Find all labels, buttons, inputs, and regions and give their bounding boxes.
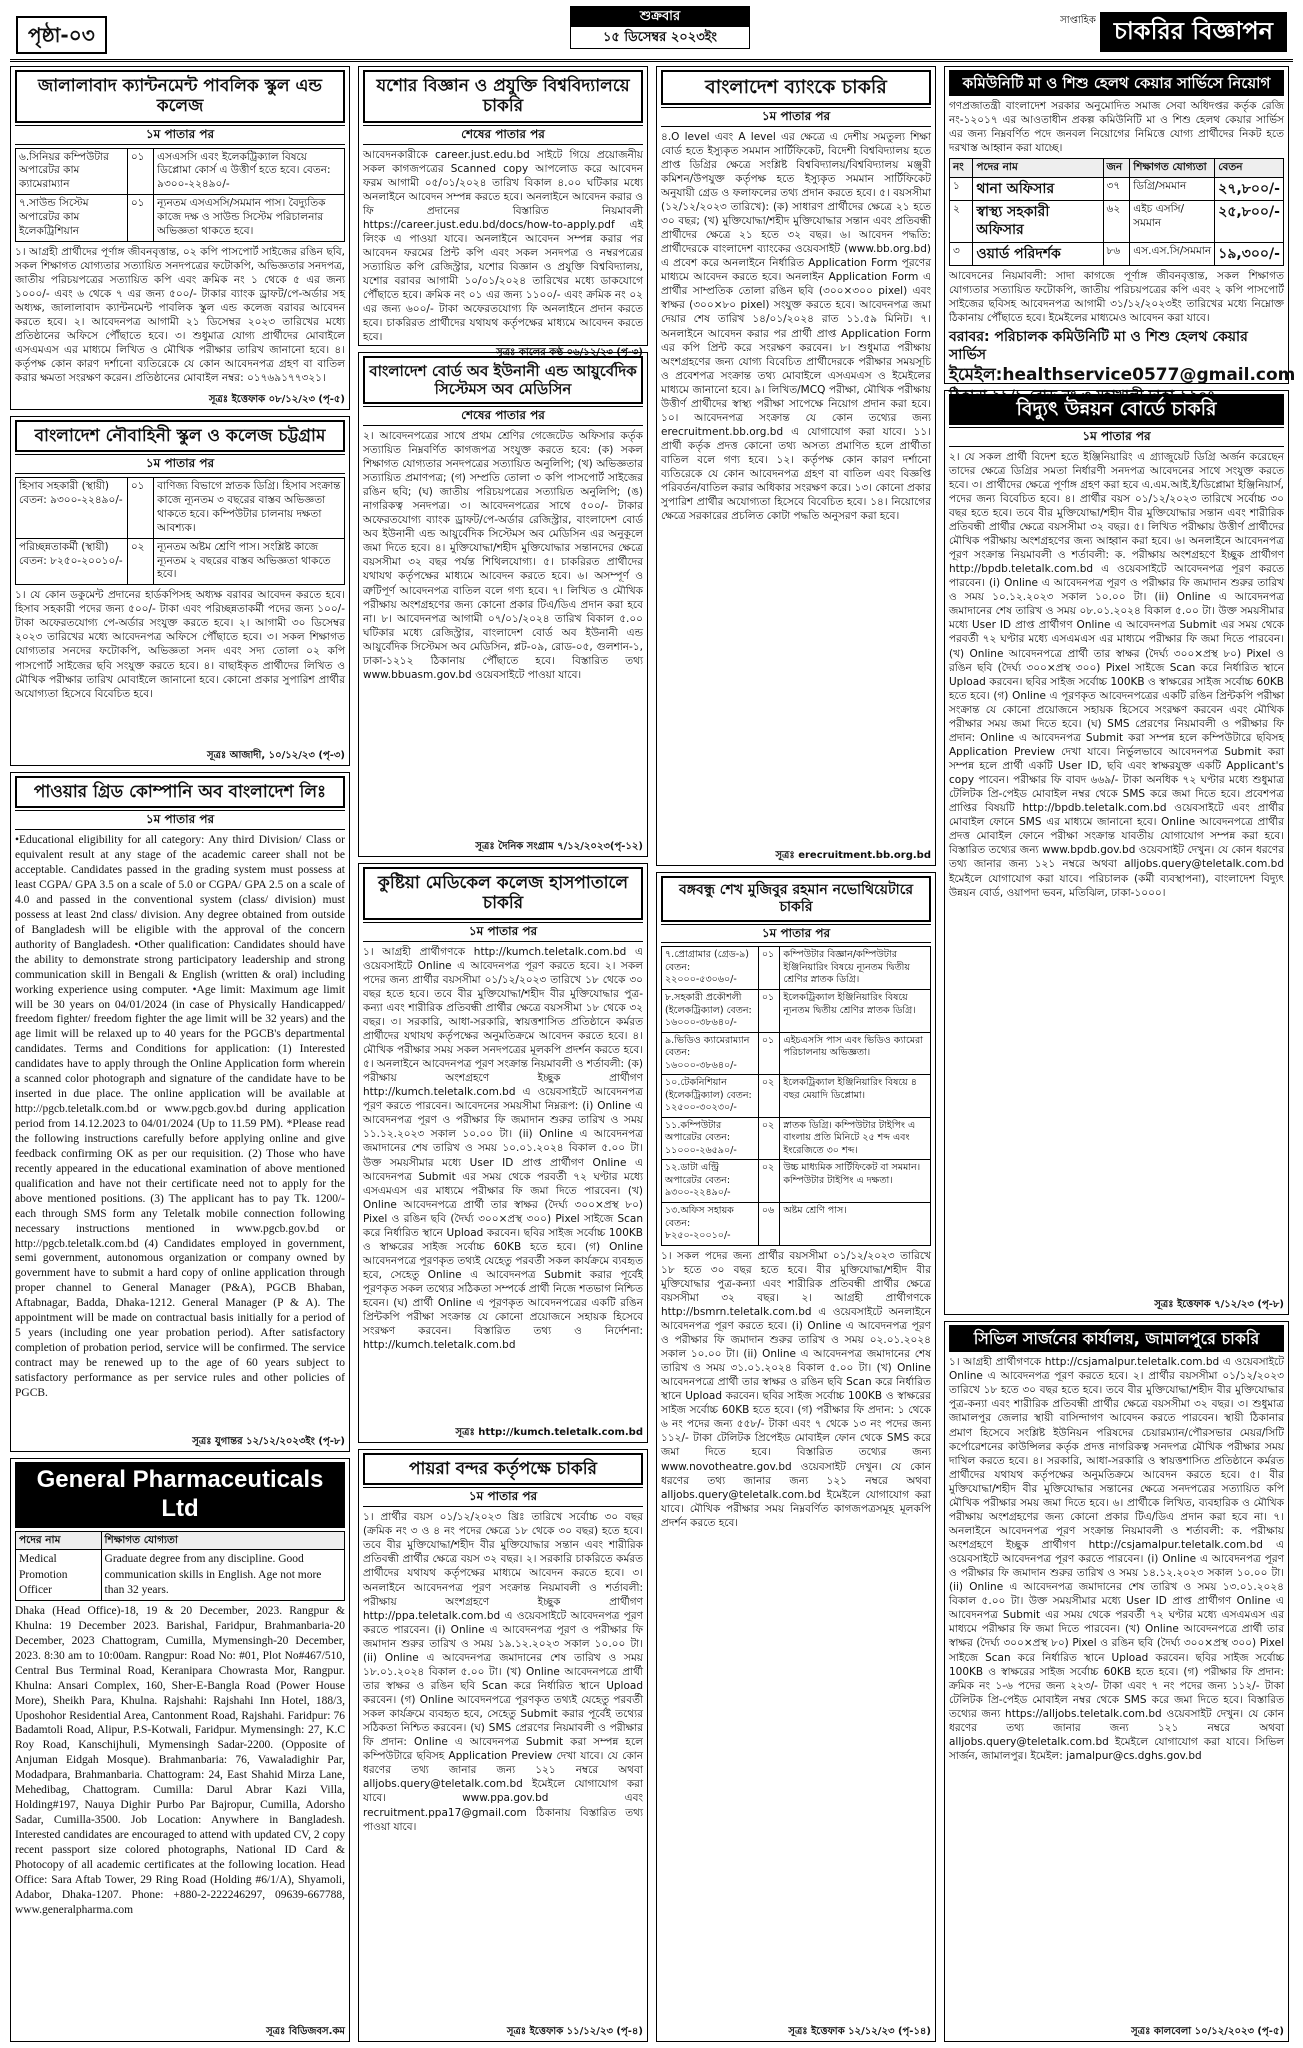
table-row	[662, 1075, 931, 1118]
ad-civil-surgeon-jamalpur	[944, 1321, 1289, 2042]
no-cell: ২	[950, 201, 973, 242]
ad-body: আবেদনকারীকে career.just.edu.bd সাইটে গিয়ে প্রয়োজনীয় সকল কাগজপত্রের Scanned copy আপলোড করে আবেদন ফরম আগামী ০৫/০১/২০২৪ তারিখ বিকাল ৪.০০ ঘটিকার মধ্যে অনলাইনে আবেদন সম্পন্ন করতে হবে। অনলাইনে আবেদন করার ও ফি প্রদানের বিস্তারিত নিয়মাবলী https://career.just.edu.bd/docs/how-to-apply.pdf এই লিংক এ পাওয়া যাবে। অনলাইনে আবেদন সম্পন্ন করার পর আবেদন ফরমের প্রিন্ট কপি এবং সকল সনদপত্র ও নম্বরপত্রের সত্যায়িত কপি রেজিস্ট্রার, যশোর বিজ্ঞান ও প্রযুক্তি বিশ্ববিদ্যালয়, যশোর বরাবর আগামী ১০/০১/২০২৪ তারিখের মধ্যে ডাকযোগে পৌঁছাতে হবে। ক্রমিক নং ০১ এর জন্য ১১০০/- এবং ক্রমিক নং ০২ এর জন্য ৬০০/- টাকা অফেরতযোগ্য ফি অনলাইনে প্রদান করতে হবে। চাকরিরত প্রার্থীদের যথাযথ কর্তৃপক্ষের মাধ্যমে আবেদন করতে হবে।	[363, 148, 643, 344]
table-row	[662, 990, 931, 1033]
ad-source: সূত্রঃ ইত্তেফাক ১১/১২/২৩ (পৃ-৪)	[506, 2025, 643, 2037]
post-cell: Medical Promotion Officer	[16, 1550, 102, 1601]
issue-date: ১৫ ডিসেম্বর ২০২৩ইং	[603, 30, 717, 46]
post-cell: ১৩.অফিস সহায়ক বেতন: ৮২৫০-২০০১০/-	[662, 1202, 759, 1245]
ad-community-health	[944, 66, 1296, 386]
continued-label: ১ম পাতার পর	[363, 1487, 643, 1507]
ad-source: সূত্রঃ ইত্তেফাক ৭/১২/২৩ (পৃ-৮)	[1154, 1298, 1284, 1310]
pay-cell: ২৫,৮০০/-	[1215, 201, 1284, 242]
post-cell: ১২.ডাটা এন্ট্রি অপারেটর বেতন: ৯৩০০-২২৪৯০/-	[662, 1160, 759, 1203]
ad-title: General Pharmaceuticals Ltd	[15, 1462, 345, 1528]
page-number: পৃষ্ঠা-০৩	[16, 16, 107, 54]
req-cell: কম্পিউটার বিজ্ঞান/কম্পিউটার ইঞ্জিনিয়ারিং বিষয়ে ন্যূনতম দ্বিতীয় শ্রেণির স্নাতক ডিগ্রি।	[780, 947, 931, 990]
req-cell: ন্যূনতম অষ্টম শ্রেণি পাস। সংশ্লিষ্ট কাজে ন্যূনতম ২ বছরের বাস্তব অভিজ্ঞতা থাকতে হবে।	[154, 538, 345, 585]
vacancy-table	[949, 158, 1284, 266]
ad-body: ১। সকল পদের জন্য প্রার্থীর বয়সসীমা ০১/১২/২০২৩ তারিখে ১৮ হতে ৩০ বছর হতে হবে। বীর মুক্তিযোদ্ধা/শহীদ বীর মুক্তিযোদ্ধার পুত্র-কন্যা এবং শারীরিক প্রতিবন্ধী প্রার্থীর ক্ষেত্রে বয়সসীমা ৩২ বছর। ২। আগ্রহী প্রার্থীগণকে http://bsmrn.teletalk.com.bd এ ওয়েবসাইটে অনলাইনে আবেদনপত্র পূরণ করতে হবে। (i) Online এ আবেদনপত্র পূরণ ও পরীক্ষার ফি জমাদান শুরুর তারিখ ও সময় ০২.০১.২০২৪ সকাল ১০.০০ টা। (ii) Online এ আবেদনপত্র জমাদানের শেষ তারিখ ও সময় ৩১.০১.২০২৪ বিকাল ৫.০০ টা। (খ) Online আবেদনপত্রে প্রার্থী তার স্বাক্ষর ও রঙিন ছবি Scan করে নির্ধারিত স্থানে Upload করবেন। ছবির সাইজ সর্বোচ্চ 100KB ও স্বাক্ষরের সাইজ সর্বোচ্চ 60KB হতে হবে। (গ) পরীক্ষার ফি প্রদান: ১ থেকে ৬ নং পদের জন্য ৫৫৮/- টাকা এবং ৭ থেকে ১৩ নং পদের জন্য ১১২/- টাকা টেলিটক প্রিপেইড মোবাইল ফোন থেকে SMS করে জমা দিতে হবে। বিস্তারিত তথ্যের জন্য www.novotheatre.gov.bd ওয়েবসাইট দেখুন। যে কোন ধরণের তথ্য জানার জন্য ১২১ নম্বরে অথবা alljobs.query@teletalk.com.bd ইমেইলে যোগাযোগ করা যাবে। মৌখিক পরীক্ষার সময় নিম্নবর্ণিত কাগজপত্রসমূহ মূলকপি প্রদর্শন করতে হবে।	[661, 1249, 931, 1529]
table-row	[16, 1550, 345, 1601]
continued-label: ১ম পাতার পর	[661, 924, 931, 944]
column-4	[944, 66, 1296, 2042]
ad-source: সূত্রঃ http://kumch.teletalk.com.bd	[455, 1426, 643, 1438]
ad-general-pharma	[10, 1458, 350, 2042]
req-cell: এইচ এসসি/সমমান	[1130, 201, 1215, 242]
ad-source: সূত্রঃ ইত্তেফাক ০৮/১২/২৩ (পৃ-৫)	[208, 393, 345, 405]
ad-title: বাংলাদেশ ব্যাংকে চাকরি	[661, 70, 931, 105]
post-cell: ৭.সাউন্ড সিস্টেম অপারেটর কাম ইলেকট্রিশিয়ান	[16, 195, 128, 242]
ad-body: আবেদনের নিয়মাবলী: সাদা কাগজে পূর্ণাঙ্গ জীবনবৃত্তান্ত, সকল শিক্ষাগত যোগ্যতার সত্যায়িত ফটোকপি, জাতীয় পরিচয়পত্রের কপি এবং ২ কপি পাসপোর্ট সাইজের ছবিসহ আবেদনপত্র আগামী ৩১/১২/২০২৩ইং তারিখের মধ্যে নিম্নোক্ত ঠিকানায় পৌঁছাতে হবে। ইমেইলের মাধ্যমেও আবেদন করা যাবে।	[949, 269, 1284, 325]
post-cell: ওয়ার্ড পরিদর্শক	[973, 242, 1103, 265]
req-cell: স্নাতক ডিগ্রি। কম্পিউটার টাইপিং এ বাংলায় প্রতি মিনিটে ২৫ শব্দ এবং ইংরেজিতে ৩০ শব্দ।	[780, 1117, 931, 1160]
qty-cell: ০২	[758, 1160, 780, 1203]
ad-jalalabad-school	[10, 66, 350, 410]
ad-title: বাংলাদেশ নৌবাহিনী স্কুল ও কলেজ চট্টগ্রাম	[15, 420, 345, 452]
qty-cell: ০৬	[758, 1202, 780, 1245]
table-row	[950, 242, 1284, 265]
issue-date-box	[570, 6, 750, 49]
qty-cell: ০১	[127, 195, 153, 242]
ad-body: ১। আগ্রহী প্রার্থীদের পূর্ণাঙ্গ জীবনবৃত্তান্ত, ০২ কপি পাসপোর্ট সাইজের রঙিন ছবি, সকল শিক্ষাগত যোগ্যতার সত্যায়িত সনদপত্রের ফটোকপি, অভিজ্ঞতার সনদপত্র, জাতীয় পরিচয়পত্রের সত্যায়িত কপি এবং ক্রমিক নং ১ থেকে ৫ এর জন্য ১০০০/- এবং ৬ থেকে ৭ এর জন্য ৫০০/- টাকার ব্যাংক ড্রাফট/পে-অর্ডার সহ অধ্যক্ষ, জালালাবাদ ক্যান্টনমেন্ট পাবলিক স্কুল এন্ড কলেজ বরাবর আবেদন করতে হবে। ২। আবেদনপত্র আগামী ২১ ডিসেম্বর ২০২৩ তারিখের মধ্যে প্রতিষ্ঠানের অফিসে পৌঁছাতে হবে। ৩। শুধুমাত্র যোগ্য প্রার্থীদের মোবাইলে এসএমএস এর মাধ্যমে লিখিত ও মৌখিক পরীক্ষার তারিখ জানানো হবে। ৪। কর্তৃপক্ষ কোন কারণ দর্শানো ব্যতিরেকে যে কোন আবেদনপত্র গ্রহণ বা বাতিল করার ক্ষমতা সংরক্ষণ করেন। প্রতিষ্ঠানের মোবাইল নম্বর: ০১৭৬৯১৭৭৩২১।	[15, 245, 345, 385]
ad-body: ২। যে সকল প্রার্থী বিদেশ হতে ইঞ্জিনিয়ারিং এ গ্র্যাজুয়েট ডিগ্রি অর্জন করেছেন তাদের ক্ষেত্রে ডিগ্রির সমতা নির্ধারণী সনদপত্র আবেদনের সাথে সংযুক্ত করতে হবে। ৩। প্রার্থীদের ক্ষেত্রে পূর্ণাঙ্গ গ্রহণ করা হবে এ.এম.আই.ই/ডিপ্লোমা ইঞ্জিনিয়ার্স, পদের জন্য বিবেচিত হবে। ৪। প্রার্থীর বয়স ০১/১২/২০২৩ তারিখে সর্বোচ্চ ৩০ বছর হতে হবে। তবে বীর মুক্তিযোদ্ধা/শহীদ বীর মুক্তিযোদ্ধার সন্তান এবং শারীরিক প্রতিবন্ধী প্রার্থীর ক্ষেত্রে বয়সসীমা ৩২ বছর। ৫। লিখিত পরীক্ষায় উত্তীর্ণ প্রার্থীদের মৌখিক পরীক্ষায় অংশগ্রহণের জন্য আহ্বান করা হবে। ৬। অনলাইনে আবেদনপত্র পূরণ সংক্রান্ত নিয়মাবলী ও শর্তাবলী: ক. পরীক্ষায় অংশগ্রহণে ইচ্ছুক প্রার্থীগণ http://bpdb.teletalk.com.bd এ ওয়েবসাইটে আবেদনপত্র পূরণ করতে পারবেন। (i) Online এ আবেদনপত্র পূরণ ও পরীক্ষার ফি জমাদান শুরুর তারিখ ও সময় ১০.১২.২০২৩ সকাল ১০.০০ টা। (ii) Online এ আবেদনপত্র জমাদানের শেষ তারিখ ও সময় ০৮.০১.২০২৪ বিকাল ৫.০০ টা। উক্ত সময়সীমার মধ্যে User ID প্রাপ্ত প্রার্থীগণ Online এ আবেদনপত্র Submit এর সময় থেকে পরবর্তী ৭২ ঘণ্টার মধ্যে এসএমএস এর মাধ্যমে পরীক্ষার ফি জমা দিতে পারবেন। (খ) Online আবেদনপত্রে প্রার্থী তার স্বাক্ষর (দৈর্ঘ্য ৩০০×প্রস্থ ৮০) Pixel ও রঙিন ছবি (দৈর্ঘ্য ৩০০×প্রস্থ ৩০০) Pixel সাইজে Scan করে নির্ধারিত স্থানে Upload করবেন। ছবির সাইজ সর্বোচ্চ 100KB ও স্বাক্ষরের সাইজ সর্বোচ্চ 60KB হতে হবে। (গ) Online এ পূরণকৃত আবেদনপত্রের একটি রঙিন প্রিন্টকপি পরীক্ষা সংক্রান্ত যে কোনো প্রয়োজনে সহায়ক হিসেবে সংরক্ষণ করবেন এবং মৌখিক পরীক্ষার সময় জমা দিতে হবে। (ঘ) SMS প্রেরণের নিয়মাবলী ও পরীক্ষার ফি প্রদান: Online এ আবেদনপত্র Submit করা সম্পন্ন হলে কম্পিউটারে ছবিসহ Application Preview দেখা যাবে। নির্ভুলভাবে আবেদনপত্র Submit করা সম্পন্ন হলে প্রার্থী একটি User ID, ছবি এবং স্বাক্ষরযুক্ত একটি Applicant's copy পাবেন। পরীক্ষার ফি বাবদ ৬৬৯/- টাকা অনধিক ৭২ ঘণ্টার মধ্যে শুধুমাত্র টেলিটক প্রি-পেইড মোবাইল নম্বর থেকে SMS করে জমা দিতে হবে। প্রবেশপত্র প্রাপ্তির বিষয়টি http://bpdb.teletalk.com.bd ওয়েবসাইটে এবং প্রার্থীর মোবাইল ফোনে SMS এর মাধ্যমে জানানো হবে। Online আবেদনপত্রে প্রার্থীর প্রদত্ত মোবাইল ফোনে পরীক্ষা সংক্রান্ত যাবতীয় যোগাযোগ সম্পন্ন করা হবে। বিস্তারিত তথ্যের জন্য www.bpdb.gov.bd ওয়েবসাইট দেখুন। যে কোন ধরণের তথ্য জানার জন্য ১২১ নম্বরে অথবা alljobs.query@teletalk.com.bd ইমেইলে যোগাযোগ করা যাবে। পরিচালক (কর্মী ব্যবস্থাপনা), বাংলাদেশ বিদ্যুৎ উন্নয়ন বোর্ড, ওয়াপদা ভবন, মতিঝিল, ঢাকা-১০০০।	[949, 450, 1284, 899]
vacancy-table	[15, 477, 345, 585]
ad-body: ৪.O level এবং A level এর ক্ষেত্রে এ দেশীয় সমতুল্য শিক্ষা বোর্ড হতে ইস্যুকৃত সমমান সার্টিফিকেট, বিদেশী বিশ্ববিদ্যালয় হতে প্রাপ্ত ডিগ্রির ক্ষেত্রে সংশ্লিষ্ট বিশ্ববিদ্যালয়/বিশ্ববিদ্যালয় মঞ্জুরী কমিশন/উপযুক্ত কর্তৃপক্ষ হতে ইস্যুকৃত সমমান সার্টিফিকেট অনুযায়ী গ্রেড ও ফলাফলের তথ্য প্রদান করতে হবে। ৫। বয়সসীমা (১২/১২/২০২৩ তারিখে): (ক) সাধারণ প্রার্থীদের ক্ষেত্রে ২১ হতে ৩০ বছর; (খ) মুক্তিযোদ্ধা/শহীদ মুক্তিযোদ্ধার সন্তান এবং প্রতিবন্ধী প্রার্থীদের ক্ষেত্রে ২১ হতে ৩২ বছর। ৬। আবেদন পদ্ধতি: প্রার্থীদেরকে বাংলাদেশ ব্যাংকের ওয়েবসাইট (www.bb.org.bd) এ প্রবেশ করে অনলাইনে নির্ধারিত Application Form পূরণের মাধ্যমে আবেদন করতে হবে। অনলাইন Application Form এ প্রার্থীর সাম্প্রতিক তোলা রঙিন ছবি (৩০০×৩০০ pixel) এবং স্বাক্ষর (৩০০×৮০ pixel) সংযুক্ত করতে হবে। আবেদনপত্র জমা দেয়ার শেষ তারিখ ১৪/০১/২০২৪ রাত ১১.৫৯ মিনিট। ৭। অনলাইনে আবেদন করার পর প্রার্থী প্রাপ্ত Application Form এর কপি প্রিন্ট করে সংরক্ষণ করবেন। ৮। শুধুমাত্র পরীক্ষায় অংশগ্রহণের জন্য যোগ্য বিবেচিত প্রার্থীদেরকে পরীক্ষার সময়সূচি ও প্রবেশপত্র সংক্রান্ত তথ্য মোবাইলে এসএমএস ও ইমেইলের মাধ্যমে জানানো হবে। ৯। লিখিত/MCQ পরীক্ষা, মৌখিক পরীক্ষায় উত্তীর্ণ প্রার্থীদের স্বাস্থ্য পরীক্ষা সাপেক্ষে নিয়োগ প্রদান করা হবে। ১০। আবেদনপত্র সংক্রান্ত যে কোন তথ্যের জন্য erecruitment.bb.org.bd এ যোগাযোগ করা যাবে। ১১। প্রার্থী কর্তৃক প্রদত্ত কোনো তথ্য অসত্য প্রমাণিত হলে প্রার্থীতা বাতিল বলে গণ্য হবে। ১২। কর্তৃপক্ষ কোন কারণ দর্শানো ব্যতিরেকে যে কোন আবেদনপত্র গ্রহণ বা বাতিল এবং বিজ্ঞপ্তি পরিবর্তন/বাতিল করার অধিকার সংরক্ষণ করে। ১৩। কোনো প্রকার সুপারিশ প্রার্থীর অযোগ্যতা হিসেবে বিবেচিত হবে। ১৪। নিয়োগের ক্ষেত্রে সরকারের প্রচলিত কোটা পদ্ধতি অনুসরণ করা হবে।	[661, 130, 931, 523]
post-cell: থানা অফিসার	[973, 178, 1103, 201]
ad-source: সূত্রঃ কালবেলা ১০/১২/২০২৩ (পৃ-৫)	[1131, 2025, 1284, 2037]
qty-cell: ০১	[127, 478, 153, 538]
ad-body: Dhaka (Head Office)-18, 19 & 20 December, 2023. Rangpur & Khulna: 19 December 2023. Barishal, Faridpur, Brahmanbaria-20 December, 2023 Chattogram, Cumilla, Mymensingh-20 December, 2023. 8:30 am to 10:00am. Rangpur: Road No: #01, Plot No#467/510, Central Bus Terminal Road, Keranipara Chowrasta Mor, Rangpur. Khulna: Ansari Complex, 160, Sher-E-Bangla Road (Power House More), Sheikh Para, Khulna. Rajshahi: Rajshahi Inn Hotel, 188/3, Uposhohor Residential Area, Cantonment Road, Rajshahi. Faridpur: 76 Badamtoli Road, Alipur, P.S-Kotwali, Faridpur. Mymensingh: 27, K.C Roy Road, Kanschijhuli, Mymensingh Sadar-2200. (Opposite of Anjuman Eidgah Mosque). Brahmanbaria: 76, Vawaladighir Par, Modadpara, Brahmanbaria. Chattogram: 24, East Shahid Mirza Lane, Mehedibag, Chattogram. Cumilla: Darul Abrar Kazi Villa, Holding#197, Nauya Dighir Purbo Par Bajropur, Cumilla, Adorsho Sadar, Cumilla-3500. Job Location: Anywhere in Bangladesh. Interested candidates are encouraged to attend with updated CV, 2 copy recent passport size colored photographs, National ID Card & Photocopy of all academic certificates at the following location. Head Office: Sara Aftab Tower, 29 Ring Road (Holding #6/1/A), Shyamoli, Adabor, Dhaka-1207. Phone: +880-2-222246297, 09639-667788, www.generalpharma.com	[15, 1604, 345, 1916]
column-3	[656, 66, 936, 2042]
ad-payra-port	[358, 1449, 648, 2042]
req-cell: এইচএসসি পাস এবং ভিডিও ক্যামেরা পরিচালনায় অভিজ্ঞতা।	[780, 1032, 931, 1075]
ad-intro: গণপ্রজাতন্ত্রী বাংলাদেশ সরকার অনুমোদিত সমাজ সেবা অধিদপ্তর কর্তৃক রেজি নং-১২০১৭ এর আওতাধীন প্রকল্প কমিউনিটি মা ও শিশু হেলথ কেয়ার সার্ভিস এর জন্য নিম্নবর্ণিত পদে জনবল নিয়োগের নিমিত্তে যোগ্য প্রার্থীদের নিকট হতে দরখাস্ত আহ্বান করা যাচ্ছে।	[949, 100, 1284, 155]
column-header: বেতন	[1215, 159, 1284, 178]
ad-bpdb	[944, 390, 1289, 1315]
req-cell: ইলেকট্রিক্যাল ইঞ্জিনিয়ারিং বিষয়ে ন্যূনতম দ্বিতীয় শ্রেণির স্নাতক ডিগ্রি।	[780, 990, 931, 1033]
table-row	[16, 478, 345, 538]
post-cell: ১১.কম্পিউটার অপারেটর বেতন: ১১০০০-২৬৫৯০/-	[662, 1117, 759, 1160]
vacancy-table	[15, 1531, 345, 1601]
column-1	[10, 66, 350, 2042]
column-header: পদের নাম	[16, 1531, 102, 1550]
column-header: পদের নাম	[973, 159, 1103, 178]
post-cell: স্বাস্থ্য সহকারী অফিসার	[973, 201, 1103, 242]
ad-source: সূত্রঃ দৈনিক সংগ্রাম ৭/১২/২০২৩(পৃ-১২)	[475, 840, 643, 852]
ad-body: ২। আবেদনপত্রের সাথে প্রথম শ্রেণির গেজেটেড অফিসার কর্তৃক সত্যায়িত নিম্নবর্ণিত কাগজপত্র সংযুক্ত করতে হবে: (ক) সকল শিক্ষাগত যোগ্যতার সনদপত্রের সত্যায়িত অনুলিপি; (খ) অভিজ্ঞতার সত্যায়িত প্রমাণপত্র; (গ) সম্প্রতি তোলা ৩ কপি পাসপোর্ট সাইজের রঙিন ছবি; (ঘ) জাতীয় পরিচয়পত্রের সত্যায়িত অনুলিপি; (ঙ) নাগরিকত্ব সনদপত্র। ৩। আবেদনপত্রের সাথে ৫০০/- টাকার অফেরতযোগ্য ব্যাংক ড্রাফট/পে-অর্ডার রেজিস্ট্রার, বাংলাদেশ বোর্ড অব ইউনানী এন্ড আয়ুর্বেদিক সিস্টেমস অব মেডিসিন এর অনুকূলে জমা দিতে হবে। ৪। মুক্তিযোদ্ধা/শহীদ মুক্তিযোদ্ধার সন্তানদের ক্ষেত্রে বয়সসীমা ৩২ বছর পর্যন্ত শিথিলযোগ্য। ৫। চাকরিরত প্রার্থীদের যথাযথ কর্তৃপক্ষের মাধ্যমে আবেদন করতে হবে। ৬। অসম্পূর্ণ ও ত্রুটিপূর্ণ আবেদনপত্র বাতিল বলে গণ্য হবে। ৭। লিখিত ও মৌখিক পরীক্ষায় অংশগ্রহণের জন্য কোনো প্রকার টিএ/ডিএ প্রদান করা হবে না। ৮। আবেদনপত্র আগামী ০৭/০১/২০২৪ তারিখ বিকাল ৫.০০ ঘটিকার মধ্যে রেজিস্ট্রার, বাংলাদেশ বোর্ড অব ইউনানী এন্ড আয়ুর্বেদিক সিস্টেমস অব মেডিসিন, প্লট-০৯, রোড-০৫, গুলশান-১, ঢাকা-১২১২ ঠিকানায় পৌঁছাতে হবে। বিস্তারিত তথ্য www.bbuasm.gov.bd ওয়েবসাইটে পাওয়া যাবে।	[363, 429, 643, 681]
req-cell: বাণিজ্য বিভাগে স্নাতক ডিগ্রি। হিসাব সংক্রান্ত কাজে ন্যূনতম ৩ বছরের বাস্তব অভিজ্ঞতা থাকতে হবে। কম্পিউটার চালনায় দক্ষতা আবশ্যক।	[154, 478, 345, 538]
ad-source: সূত্রঃ বিডিজবস.কম	[266, 2025, 345, 2037]
columns	[10, 66, 1296, 2042]
qty-cell: ০১	[758, 990, 780, 1033]
qty-cell: ০২	[758, 1117, 780, 1160]
ad-power-grid	[10, 772, 350, 1452]
ad-source: সূত্রঃ আজাদী, ১০/১২/২৩ (পৃ-৩)	[206, 749, 345, 761]
ad-kushtia-medical	[358, 863, 648, 1443]
qty-cell: ৬২	[1103, 201, 1130, 242]
qty-cell: ৩৭	[1103, 178, 1130, 201]
ad-title: সিভিল সার্জনের কার্যালয়, জামালপুরে চাকরি	[949, 1325, 1284, 1352]
req-cell: এস.এস.সি/সমমান	[1130, 242, 1215, 265]
table-row	[662, 1160, 931, 1203]
brand-title: চাকরির বিজ্ঞাপন	[1100, 12, 1287, 52]
req-cell: অষ্টম শ্রেণি পাস।	[780, 1202, 931, 1245]
table-row	[16, 538, 345, 585]
ad-navy-school	[10, 416, 350, 766]
table-row	[950, 201, 1284, 242]
issue-day: শুক্রবার	[571, 6, 749, 27]
ad-source: সূত্রঃ ইত্তেফাক ১২/১২/২৩ (পৃ-১৪)	[788, 2025, 931, 2037]
brand-logo	[1060, 10, 1287, 54]
ad-body: •Educational eligibility for all category: Any third Division/ Class or equivalent result at any stage of the academic career shall not be acceptable. Candidates passed in the grading system must possess at least CGPA/ GPA 3.5 on a scale of 5.0 or CGPA/ GPA 2.5 on a scale of 4.0 and passed in the conventional system (class/ division) must possess at least 2nd class/ division. Any degree obtained from outside of Bangladesh will be eligible with the approval of the concern authority of Bangladesh. •Other qualification: Candidates should have the ability to demonstrate strong participatory leadership and strong communication skill in Bengali & English (written & oral) including working experience using computer. •Age limit: Maximum age limit will be 30 years on 04/01/2024 (in case of Physically Handicapped/ freedom fighter/ freedom fighter the age limit will be 32 years) and the age limit will be relaxed up to 40 years for the PGCB's departmental candidates. Terms and Conditions for application: (1) Interested candidates have to apply through the Online Application form wherein a scanned color photograph and signature of the candidate have to be inserted in due place. The online application will be available at http://pgcb.teletalk.com.bd or www.pgcb.gov.bd during application period from 14.12.2023 to 04/01/2024 (Up to 11.59 PM). *Please read the following instructions carefully before applying online and give feedback confirming OK as per our requisition. (2) Those who have recently appeared in the educational examination of above mentioned qualification and have not their certificate need not to apply for the above mentioned positions. (3) The applicant has to pay Tk. 1200/- each through SMS form any Teletalk mobile connection following necessary instructions mentioned in www.pgcb.gov.bd or http://pgcb.teletalk.com.bd (4) Candidates employed in government, semi government, autonomous organization or company owned by government have to submit a hard copy of online application through proper channel to General Manager (P&A), PGCB Bhaban, Aftabnagar, Badda, Dhaka-1212. General Manager (P & A). The appointment will be made on contractual basis initially for a period of 5 years (including one year probation period). After satisfactory completion of probation period, service will be confirmed. The service contract may be renewed up to the age of 60 years subject to satisfactory performance as per service rules and other policies of PGCB.	[15, 834, 345, 1399]
continued-label: ১ম পাতার পর	[363, 922, 643, 942]
req-cell: ন্যূনতম এসএসসি/সমমান পাস। বৈদ্যুতিক কাজে দক্ষ ও সাউন্ড সিস্টেম পরিচালনার অভিজ্ঞতা থাকতে হবে।	[154, 195, 345, 242]
post-cell: হিসাব সহকারী (স্থায়ী) বেতন: ৯৩০০-২২৪৯০/-	[16, 478, 128, 538]
post-cell: ৯.ভিডিও ক্যামেরাম্যান বেতন: ১৬০০০-৩৮৬৪০/-	[662, 1032, 759, 1075]
qty-cell: ০১	[758, 1032, 780, 1075]
table-row	[662, 947, 931, 990]
ad-body: ১। প্রার্থীর বয়স ০১/১২/২০২৩ খ্রিঃ তারিখে সর্বোচ্চ ৩০ বছর (ক্রমিক নং ৩ ও ৪ নং পদের ক্ষেত্রে ১৮ থেকে ৩০ বছর) হতে হবে। তবে বীর মুক্তিযোদ্ধা/শহীদ বীর মুক্তিযোদ্ধার সন্তান এবং শারীরিক প্রতিবন্ধী প্রার্থীর ক্ষেত্রে বয়স ৩২ বছর। ২। সরকারি চাকরিতে কর্মরত প্রার্থীদের যথাযথ কর্তৃপক্ষের মাধ্যমে আবেদন করতে হবে। ৩। অনলাইনে আবেদনপত্র পূরণ সংক্রান্ত নিয়মাবলী ও শর্তাবলী: পরীক্ষায় অংশগ্রহণে ইচ্ছুক প্রার্থীগণ http://ppa.teletalk.com.bd এ ওয়েবসাইটে আবেদনপত্র পূরণ করতে পারবেন। (i) Online এ আবেদনপত্র পূরণ ও পরীক্ষার ফি জমাদান শুরুর তারিখ ও সময় ১৯.১২.২০২৩ সকাল ১০.০০ টা। (ii) Online এ আবেদনপত্র জমাদানের শেষ তারিখ ও সময় ১৮.০১.২০২৪ বিকাল ৫.০০ টা। (খ) Online আবেদনপত্রে প্রার্থী তার স্বাক্ষর ও রঙিন ছবি Scan করে নির্ধারিত স্থানে Upload করবেন। (গ) Online আবেদনপত্রে পূরণকৃত তথ্যই যেহেতু পরবর্তী সকল কার্যক্রমে ব্যবহৃত হবে, সেহেতু Submit করার পূর্বেই তথ্যের সঠিকতা নিশ্চিত করবেন। (ঘ) SMS প্রেরণের নিয়মাবলী ও পরীক্ষার ফি প্রদান: Online এ আবেদনপত্র Submit করা সম্পন্ন হলে কম্পিউটারে ছবিসহ Application Preview দেখা যাবে। যে কোন ধরণের তথ্য জানার জন্য ১২১ নম্বরে অথবা alljobs.query@teletalk.com.bd ইমেইলে যোগাযোগ করা যাবে। www.ppa.gov.bd এবং recruitment.ppa17@gmail.com ঠিকানায় বিস্তারিত তথ্য পাওয়া যাবে।	[363, 1511, 643, 1833]
table-row	[662, 1202, 931, 1245]
post-cell: ১০.টেকনিশিয়ান (ইলেকট্রিক্যাল) বেতন: ১২৫০০-৩০২৩০/-	[662, 1075, 759, 1118]
post-cell: ৬.সিনিয়র কম্পিউটার অপারেটর কাম ক্যামেরাম্যান	[16, 148, 128, 195]
ad-source: সূত্রঃ যুগান্তর ১২/১২/২০২৩ইং (পৃ-৮)	[192, 1435, 345, 1447]
req-cell: এসএসসি এবং ইলেকট্রিক্যাল বিষয়ে ডিপ্লোমা কোর্স এ উত্তীর্ণ হতে হবে। বেতন: ৯৩০০-২২৪৯০/-	[154, 148, 345, 195]
pay-cell: ১৯,৩০০/-	[1215, 242, 1284, 265]
contact-email: ইমেইল:healthservice0577@gmail.com	[949, 365, 1296, 386]
column-header: শিক্ষাগত যোগ্যতা	[101, 1531, 344, 1550]
table-row	[662, 1032, 931, 1075]
req-cell: Graduate degree from any discipline. Good communication skills in English. Age not more than 32 years.	[101, 1550, 344, 1601]
table-row	[16, 195, 345, 242]
continued-label: ১ম পাতার পর	[15, 454, 345, 474]
post-cell: ৭.প্রোগ্রামার (গ্রেড-৯) বেতন: ২২০০০-৫৩০৬০/-	[662, 947, 759, 990]
vacancy-table	[661, 946, 931, 1245]
ad-title: বাংলাদেশ বোর্ড অব ইউনানী এন্ড আয়ুর্বেদিক সিস্টেমস অব মেডিসিন	[363, 356, 643, 404]
table-row	[950, 178, 1284, 201]
ad-title: পাওয়ার গ্রিড কোম্পানি অব বাংলাদেশ লিঃ	[15, 776, 345, 808]
req-cell: ইলেকট্রিক্যাল ইঞ্জিনিয়ারিং বিষয়ে ৪ বছর মেয়াদি ডিপ্লোমা।	[780, 1075, 931, 1118]
continued-label: ১ম পাতার পর	[661, 107, 931, 127]
vacancy-table	[15, 148, 345, 242]
ad-body: ১। আগ্রহী প্রার্থীগণকে http://kumch.teletalk.com.bd এ ওয়েবসাইটে Online এ আবেদনপত্র পূরণ করতে হবে। ২। সকল পদের জন্য প্রার্থীর বয়সসীমা ০১/১২/২০২৩ তারিখে ১৮ থেকে ৩০ বছর হতে হবে। তবে বীর মুক্তিযোদ্ধা/শহীদ বীর মুক্তিযোদ্ধার পুত্র-কন্যা এবং শারীরিক প্রতিবন্ধী প্রার্থীর ক্ষেত্রে বয়সসীমা ১৮ থেকে ৩২ বছর। ৩। সরকারি, আধা-সরকারি, স্বায়ত্তশাসিত প্রতিষ্ঠানে কর্মরত প্রার্থীদের যথাযথ কর্তৃপক্ষের অনুমতিক্রমে আবেদন করতে হবে। ৪। মৌখিক পরীক্ষার সময় সকল সনদপত্রের মূলকপি প্রদর্শন করতে হবে। ৫। অনলাইনে আবেদনপত্র পূরণ সংক্রান্ত নিয়মাবলী ও শর্তাবলী: (ক) পরীক্ষায় অংশগ্রহণে ইচ্ছুক প্রার্থীগণ http://kumch.teletalk.com.bd এ ওয়েবসাইটে আবেদনপত্র পূরণ করতে পারবেন। আবেদনের সময়সীমা নিম্নরূপ: (i) Online এ আবেদনপত্র পূরণ ও পরীক্ষার ফি জমাদান শুরুর তারিখ ও সময় ১১.১২.২০২৩ সকাল ১০.০০ টা। (ii) Online এ আবেদনপত্র জমাদানের শেষ তারিখ ও সময় ১০.০১.২০২৪ বিকাল ৫.০০ টা। উক্ত সময়সীমার মধ্যে User ID প্রাপ্ত প্রার্থীগণ Online এ আবেদনপত্র Submit এর সময় থেকে পরবর্তী ৭২ ঘণ্টার মধ্যে এসএমএস এর মাধ্যমে পরীক্ষার ফি জমা দিতে পারবেন। (খ) Online আবেদনপত্রে প্রার্থী তার স্বাক্ষর (দৈর্ঘ্য ৩০০×প্রস্থ ৮০) Pixel ও রঙিন ছবি (দৈর্ঘ্য ৩০০×প্রস্থ ৩০০) Pixel সাইজে Scan করে নির্ধারিত স্থানে Upload করবেন। ছবির সাইজ সর্বোচ্চ 100KB ও স্বাক্ষরের সাইজ সর্বোচ্চ 60KB হতে হবে। (গ) Online আবেদনপত্রে পূরণকৃত তথ্যই যেহেতু পরবর্তী সকল কার্যক্রমে ব্যবহৃত হবে, সেহেতু Online এ আবেদনপত্র Submit করার পূর্বেই পূরণকৃত সকল তথ্যের সঠিকতা সম্পর্কে প্রার্থী নিজে শতভাগ নিশ্চিত হবেন। (ঘ) প্রার্থী Online এ পূরণকৃত আবেদনপত্রের একটি রঙিন প্রিন্টকপি পরীক্ষা সংক্রান্ত যে কোনো প্রয়োজনে সহায়ক হিসেবে সংরক্ষণ করবেন। বিস্তারিত তথ্য ও নির্দেশনা: http://kumch.teletalk.com.bd	[363, 945, 643, 1352]
addressee: বরাবর: পরিচালক কমিউনিটি মা ও শিশু হেলথ কেয়ার সার্ভিস	[949, 329, 1248, 364]
ad-just	[358, 66, 648, 359]
qty-cell: ০২	[758, 1075, 780, 1118]
continued-label: ১ম পাতার পর	[15, 810, 345, 830]
qty-cell: ০১	[127, 148, 153, 195]
ad-body: ১। আগ্রহী প্রার্থীগণকে http://csjamalpur.teletalk.com.bd এ ওয়েবসাইটে Online এ আবেদনপত্র পূরণ করতে হবে। ২। প্রার্থীর বয়সসীমা ০১/১২/২০২৩ তারিখে ১৮ হতে ৩০ বছর হতে হবে। তবে বীর মুক্তিযোদ্ধা/শহীদ বীর মুক্তিযোদ্ধার পুত্র-কন্যা এবং শারীরিক প্রতিবন্ধী প্রার্থীর ক্ষেত্রে বয়সসীমা ৩২ বছর। ৩। শুধুমাত্র জামালপুর জেলার স্থায়ী বাসিন্দাগণ আবেদন করতে পারবেন। স্থায়ী ঠিকানার প্রমাণ হিসেবে সংশ্লিষ্ট ইউনিয়ন পরিষদের চেয়ারম্যান/পৌরসভার মেয়র/সিটি কর্পোরেশনের কাউন্সিলর কর্তৃক প্রদত্ত নাগরিকত্ব সনদপত্র মৌখিক পরীক্ষার সময় দাখিল করতে হবে। ৪। সরকারি, আধা-সরকারি ও স্বায়ত্তশাসিত প্রতিষ্ঠানে কর্মরত প্রার্থীদের যথাযথ কর্তৃপক্ষের অনুমতিক্রমে আবেদন করতে হবে। ৫। বীর মুক্তিযোদ্ধা/শহীদ বীর মুক্তিযোদ্ধার সন্তানের ক্ষেত্রে সনদপত্রের সত্যায়িত কপি মৌখিক পরীক্ষার সময় জমা দিতে হবে। ৬। প্রার্থীকে লিখিত, ব্যবহারিক ও মৌখিক পরীক্ষায় অংশগ্রহণের জন্য কোনো প্রকার টিএ/ডিএ প্রদান করা হবে না। ৭। অনলাইনে আবেদনপত্র পূরণ সংক্রান্ত নিয়মাবলী ও শর্তাবলী: ক. পরীক্ষায় অংশগ্রহণে ইচ্ছুক প্রার্থীগণ http://csjamalpur.teletalk.com.bd এ ওয়েবসাইটে আবেদনপত্র পূরণ করতে পারবেন। (i) Online এ আবেদনপত্র পূরণ ও পরীক্ষার ফি জমাদান শুরুর তারিখ ও সময় ১৪.১২.২০২৩ সকাল ১০.০০ টা। (ii) Online এ আবেদনপত্র জমাদানের শেষ তারিখ ও সময় ১৩.০১.২০২৪ বিকাল ৫.০০ টা। উক্ত সময়সীমার মধ্যে User ID প্রাপ্ত প্রার্থীগণ Online এ আবেদনপত্র Submit এর সময় থেকে পরবর্তী ৭২ ঘণ্টার মধ্যে এসএমএস এর মাধ্যমে পরীক্ষার ফি জমা দিতে পারবেন। (খ) Online আবেদনপত্রে প্রার্থী তার স্বাক্ষর (দৈর্ঘ্য ৩০০×প্রস্থ ৮০) Pixel ও রঙিন ছবি (দৈর্ঘ্য ৩০০×প্রস্থ ৩০০) Pixel সাইজে Scan করে নির্ধারিত স্থানে Upload করবেন। ছবির সাইজ সর্বোচ্চ 100KB ও স্বাক্ষরের সাইজ সর্বোচ্চ 60KB হতে হবে। (গ) পরীক্ষার ফি প্রদান: ক্রমিক নং ১-৬ পদের জন্য ২২৩/- টাকা এবং ৭ নং পদের জন্য ১১২/- টাকা টেলিটক প্রি-পেইড মোবাইল নম্বর থেকে SMS করে জমা দিতে হবে। বিস্তারিত তথ্যের জন্য https://alljobs.teletalk.com.bd ওয়েবসাইট দেখুন। যে কোন ধরণের তথ্য জানার জন্য ১২১ নম্বরে অথবা alljobs.query@teletalk.com.bd ইমেইলে যোগাযোগ করা যাবে। সিভিল সার্জন, জামালপুর। ইমেইল: jamalpur@cs.dghs.gov.bd	[949, 1356, 1284, 1762]
qty-cell: ০১	[758, 947, 780, 990]
req-cell: ডিগ্রি/সমমান	[1130, 178, 1215, 201]
post-cell: পরিচ্ছন্নতাকর্মী (স্থায়ী) বেতন: ৮২৫০-২০০১০/-	[16, 538, 128, 585]
ad-title: জালালাবাদ ক্যান্টনমেন্ট পাবলিক স্কুল এন্ড কলেজ	[15, 70, 345, 123]
ad-title: কুষ্টিয়া মেডিকেল কলেজ হাসপাতালে চাকরি	[363, 867, 643, 920]
ad-source: সূত্রঃ কালের কণ্ঠ ০৬/১২/২৩ (পৃ-৩)	[496, 347, 643, 359]
qty-cell: ০২	[127, 538, 153, 585]
ad-novotheatre	[656, 872, 936, 2042]
ad-body: ১। যে কোন ডকুমেন্ট প্রদানের হার্ডকপিসহ অধ্যক্ষ বরাবর আবেদন করতে হবে। হিসাব সহকারী পদের জন্য ৫০০/- টাকা এবং পরিচ্ছন্নতাকর্মী পদের জন্য ১০০/- টাকা অফেরতযোগ্য পে-অর্ডার সংযুক্ত করতে হবে। ২। আগামী ৩০ ডিসেম্বর ২০২৩ তারিখের মধ্যে আবেদনপত্র অফিসে পৌঁছাতে হবে। ৩। সকল শিক্ষাগত যোগ্যতার সনদের ফটোকপি, অভিজ্ঞতা সনদ এবং সদ্য তোলা ০২ কপি পাসপোর্ট সাইজের ছবি সংযুক্ত করতে হবে। ৪। বাছাইকৃত প্রার্থীদের লিখিত ও মৌখিক পরীক্ষার তারিখ মোবাইলে জানানো হবে। কোনো প্রকার সুপারিশ প্রার্থীর অযোগ্যতা হিসেবে বিবেচিত হবে।	[15, 589, 345, 700]
table-header-row	[16, 1531, 345, 1550]
continued-label: ১ম পাতার পর	[949, 427, 1284, 447]
post-cell: ৮.সহকারী প্রকৌশলী (ইলেকট্রিক্যাল) বেতন: ১৬০০০-৩৮৬৪০/-	[662, 990, 759, 1033]
ad-title: বঙ্গবন্ধু শেখ মুজিবুর রহমান নভোথিয়েটারে চাকরি	[661, 876, 931, 922]
no-cell: ১	[950, 178, 973, 201]
column-header: শিক্ষাগত যোগ্যতা	[1130, 159, 1215, 178]
req-cell: উচ্চ মাধ্যমিক সার্টিফিকেট বা সমমান। কম্পিউটার টাইপিং এ দক্ষতা।	[780, 1160, 931, 1203]
brand-small: সাপ্তাহিক	[1060, 15, 1096, 26]
column-2	[358, 66, 648, 2042]
no-cell: ৩	[950, 242, 973, 265]
qty-cell: ৮৬	[1103, 242, 1130, 265]
continued-label: শেষের পাতার পর	[363, 406, 643, 426]
ad-source: সূত্রঃ erecruitment.bb.org.bd	[775, 849, 931, 861]
ad-unani-board	[358, 352, 648, 857]
column-header: নং	[950, 159, 973, 178]
masthead	[10, 6, 1293, 62]
continued-label: ১ম পাতার পর	[15, 125, 345, 145]
table-header-row	[950, 159, 1284, 178]
table-row	[16, 148, 345, 195]
continued-label: শেষের পাতার পর	[363, 125, 643, 145]
ad-title: যশোর বিজ্ঞান ও প্রযুক্তি বিশ্ববিদ্যালয়ে চাকরি	[363, 70, 643, 123]
ad-title: পায়রা বন্দর কর্তৃপক্ষে চাকরি	[363, 1453, 643, 1485]
table-row	[662, 1117, 931, 1160]
ad-bangladesh-bank	[656, 66, 936, 866]
ad-title: বিদ্যুৎ উন্নয়ন বোর্ডে চাকরি	[949, 394, 1284, 425]
pay-cell: ২৭,৮০০/-	[1215, 178, 1284, 201]
ad-title: কমিউনিটি মা ও শিশু হেলথ কেয়ার সার্ভিসে নিয়োগ	[949, 70, 1284, 96]
column-header: জন	[1103, 159, 1130, 178]
